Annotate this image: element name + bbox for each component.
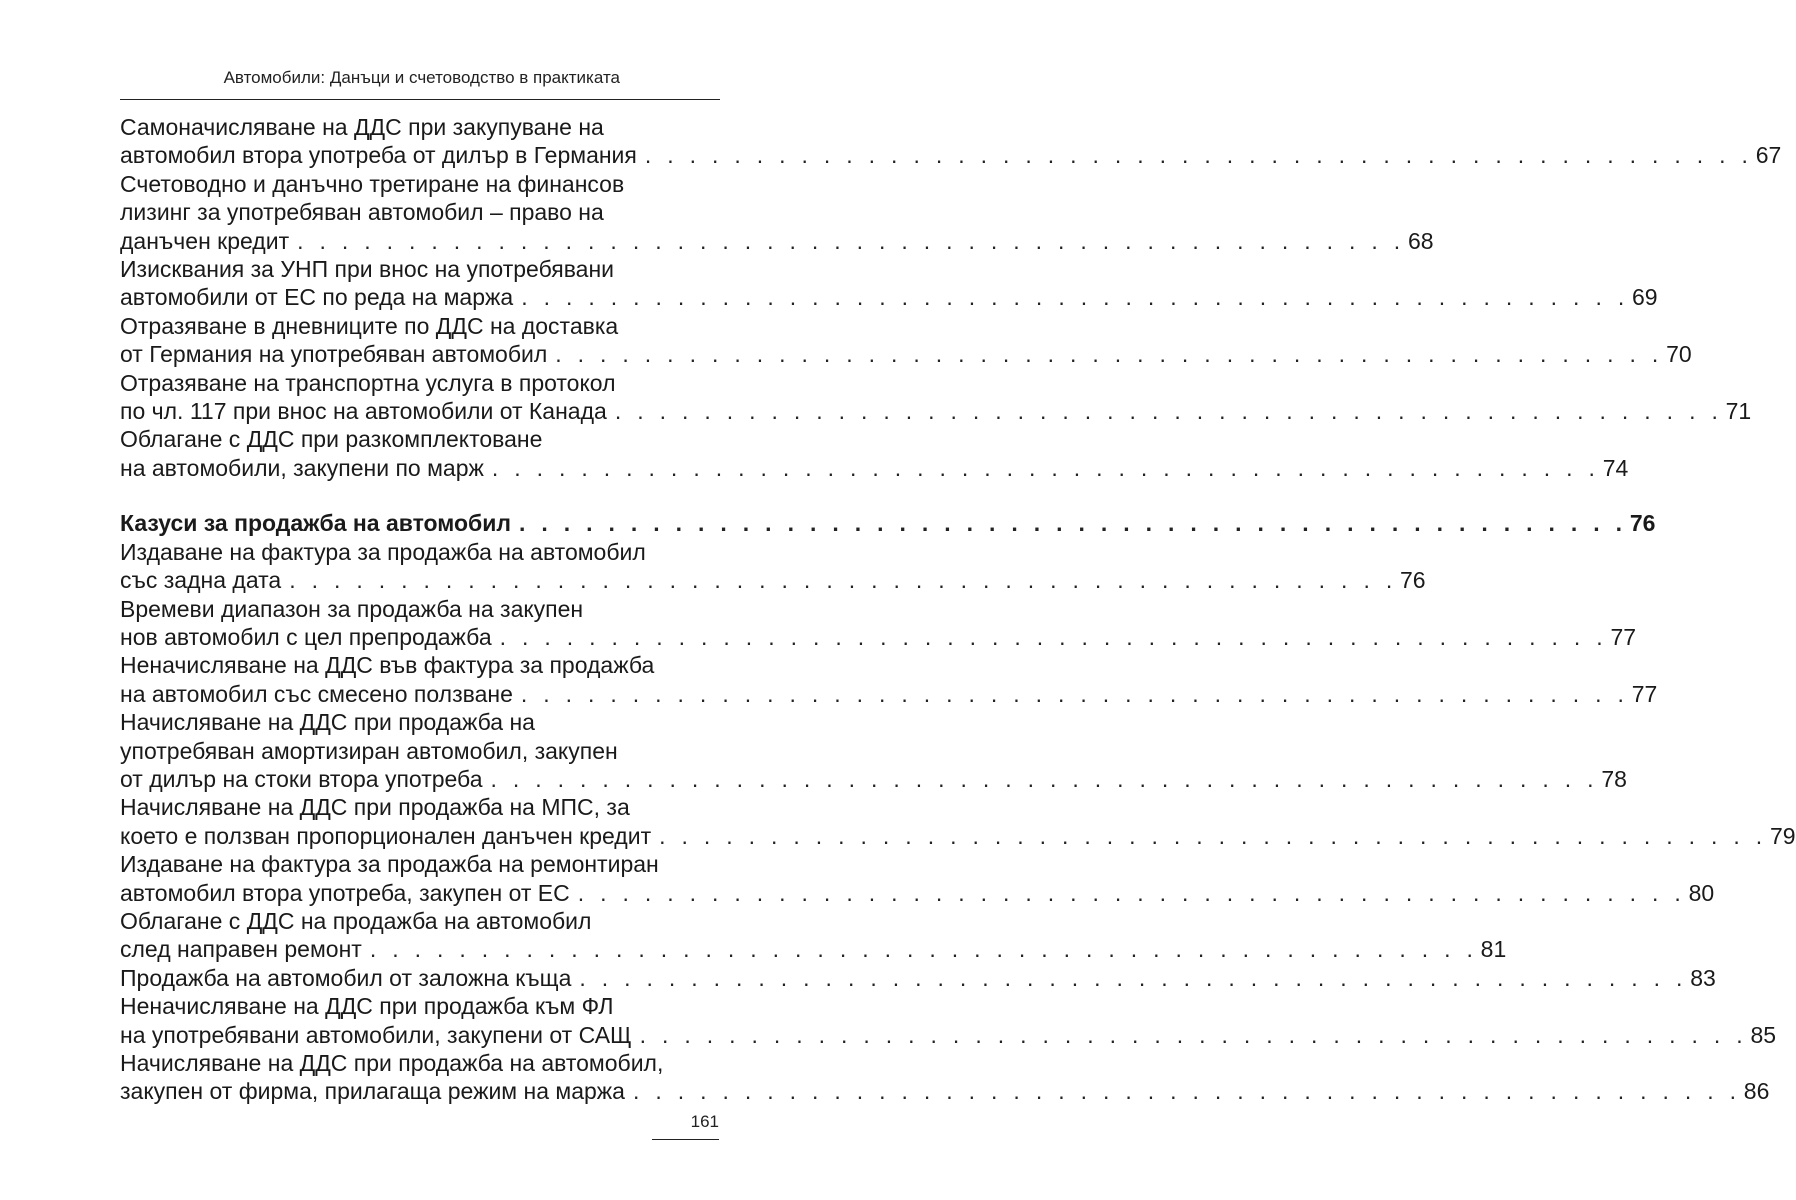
toc-page-number: 85	[1750, 1021, 1777, 1048]
toc-page-number: 79	[1769, 822, 1796, 849]
dot-leader: . . . . . . . . . . . . . . . . . . . . . . . . . . . . . . . . . . . . . . . . . . . . . . . . . .	[579, 964, 1688, 991]
running-header	[120, 0, 720, 100]
toc-entry-line: Издаване на фактура за продажба на автомобил	[120, 538, 646, 565]
dot-leader: . . . . . . . . . . . . . . . . . . . . . . . . . . . . . . . . . . . . . . . . . . . . . . . . . .	[639, 1021, 1748, 1048]
toc-entry-line: употребяван амортизиран автомобил, закупен	[120, 737, 618, 764]
toc-entry-line: Отразяване на транспортна услуга в протокол	[120, 369, 616, 396]
toc-entry	[120, 538, 1426, 595]
dot-leader: . . . . . . . . . . . . . . . . . . . . . . . . . . . . . . . . . . . . . . . . . . . . . . . . . .	[659, 822, 1767, 849]
toc-entry-last-line	[120, 680, 1658, 708]
toc-entry-line: Издаване на фактура за продажба на ремонтиран	[120, 851, 659, 878]
toc-entry-line: Времеви диапазон за продажба на закупен	[120, 595, 584, 622]
toc-entry	[120, 255, 1658, 312]
toc-entry	[120, 850, 1715, 907]
toc-entry-last-line	[120, 964, 1716, 992]
toc-entry-title: данъчен кредит	[120, 227, 290, 254]
dot-leader: . . . . . . . . . . . . . . . . . . . . . . . . . . . . . . . . . . . . . . . . . . . . . . . . . .	[297, 227, 1405, 254]
toc-entry-title: на автомобили, закупени по марж	[120, 454, 484, 481]
toc-entry-title: на автомобил със смесено ползване	[120, 680, 513, 707]
toc-entry-title: по чл. 117 при внос на автомобили от Канада	[120, 398, 607, 425]
toc-entry	[120, 651, 1658, 708]
toc-page-number: 83	[1690, 964, 1716, 991]
toc-entry-line: Самоначисляване на ДДС при закупуване на	[120, 114, 604, 140]
toc-entry	[120, 170, 1434, 255]
header-title: Автомобили: Данъци и счетоводство в практиката	[223, 68, 620, 87]
toc-entry-last-line	[120, 340, 1692, 368]
toc-page-number: 86	[1743, 1078, 1770, 1105]
toc-entry-last-line	[120, 822, 1796, 850]
dot-leader: . . . . . . . . . . . . . . . . . . . . . . . . . . . . . . . . . . . . . . . . . . . . . . . . . .	[490, 765, 1599, 792]
toc-page-number: 81	[1480, 936, 1507, 963]
toc-page-number: 76	[1629, 510, 1656, 537]
toc-entry-title: автомобили от ЕС по реда на маржа	[120, 284, 514, 311]
toc-entry-last-line	[120, 935, 1507, 963]
toc-entry-title: закупен от фирма, прилагаща режим на маржа	[120, 1078, 625, 1105]
toc-section-heading	[120, 509, 1656, 537]
toc-entry	[120, 992, 1777, 1049]
toc-entry	[120, 708, 1627, 793]
toc-page-number: 71	[1725, 398, 1752, 425]
footer-rule	[652, 1139, 719, 1140]
toc-entry-last-line	[120, 283, 1658, 311]
dot-leader: . . . . . . . . . . . . . . . . . . . . . . . . . . . . . . . . . . . . . . . . . . . . . . . . . .	[519, 510, 1627, 537]
dot-leader: . . . . . . . . . . . . . . . . . . . . . . . . . . . . . . . . . . . . . . . . . . . . . . . . . .	[577, 879, 1686, 906]
toc-entry-title: на употребявани автомобили, закупени от САЩ	[120, 1021, 632, 1048]
toc-entry-last-line	[120, 1021, 1777, 1049]
toc-page-number: 74	[1602, 454, 1629, 481]
toc-entry-last-line	[120, 141, 1782, 169]
toc-entry-title: от дилър на стоки втора употреба	[120, 765, 483, 792]
toc-page-number: 77	[1610, 623, 1637, 650]
toc-page-number: 77	[1631, 680, 1658, 707]
toc-entry	[120, 793, 1796, 850]
toc-entry-title: Казуси за продажба на автомобил	[120, 510, 511, 537]
toc-entry	[120, 113, 1782, 170]
toc-page-number: 68	[1407, 227, 1434, 254]
toc-entry-last-line	[120, 227, 1434, 255]
toc-entry-line: Изисквания за УНП при внос на употребявани	[120, 256, 614, 283]
toc-entry	[120, 369, 1752, 426]
toc-entry-last-line	[120, 765, 1627, 793]
toc-entry-title: със задна дата	[120, 567, 282, 594]
toc-entry-title: след направен ремонт	[120, 936, 362, 963]
toc-page-number: 67	[1755, 142, 1782, 169]
dot-leader: . . . . . . . . . . . . . . . . . . . . . . . . . . . . . . . . . . . . . . . . . . . . . . . . . .	[289, 567, 1398, 594]
page-number: 161	[690, 1112, 719, 1131]
toc-entry-line: Облагане с ДДС на продажба на автомобил	[120, 907, 592, 934]
toc-entry-line: Счетоводно и данъчно третиране на финансов	[120, 170, 625, 197]
toc-entry-line: Начисляване на ДДС при продажба на МПС, за	[120, 794, 630, 821]
toc-entry-line: Неначисляване на ДДС във фактура за продажба	[120, 652, 655, 679]
toc-entry	[120, 907, 1507, 964]
toc-entry-line: Неначисляване на ДДС при продажба към ФЛ	[120, 993, 614, 1020]
toc-entry-line: Начисляване на ДДС при продажба на автомобил,	[120, 1050, 664, 1076]
toc-page-number: 78	[1601, 765, 1627, 792]
toc-page-number: 70	[1666, 341, 1692, 368]
toc-page-number: 76	[1400, 567, 1426, 594]
toc-entry-last-line	[120, 454, 1629, 482]
table-of-contents	[120, 113, 1796, 1106]
dot-leader: . . . . . . . . . . . . . . . . . . . . . . . . . . . . . . . . . . . . . . . . . . . . . . . . . .	[614, 398, 1723, 425]
toc-entry	[120, 595, 1637, 652]
toc-entry-last-line	[120, 623, 1637, 651]
toc-entry	[120, 425, 1629, 482]
dot-leader: . . . . . . . . . . . . . . . . . . . . . . . . . . . . . . . . . . . . . . . . . . . . . . . . . .	[555, 341, 1664, 368]
toc-entry-last-line	[120, 879, 1715, 907]
dot-leader: . . . . . . . . . . . . . . . . . . . . . . . . . . . . . . . . . . . . . . . . . . . . . . . . . .	[520, 680, 1629, 707]
dot-leader: . . . . . . . . . . . . . . . . . . . . . . . . . . . . . . . . . . . . . . . . . . . . . . . . . .	[521, 284, 1630, 311]
dot-leader: . . . . . . . . . . . . . . . . . . . . . . . . . . . . . . . . . . . . . . . . . . . . . . . . . .	[369, 936, 1478, 963]
toc-entry-title: което е ползван пропорционален данъчен кредит	[120, 822, 652, 849]
toc-entry-line: Облагане с ДДС при разкомплектоване	[120, 426, 543, 453]
dot-leader: . . . . . . . . . . . . . . . . . . . . . . . . . . . . . . . . . . . . . . . . . . . . . . . . . .	[491, 454, 1600, 481]
toc-entry-title: от Германия на употребяван автомобил	[120, 341, 548, 368]
toc-entry-last-line	[120, 509, 1656, 537]
toc-entry-title: автомобил втора употреба от дилър в Германия	[120, 142, 637, 169]
toc-entry-last-line	[120, 1077, 1770, 1105]
dot-leader: . . . . . . . . . . . . . . . . . . . . . . . . . . . . . . . . . . . . . . . . . . . . . . . . . .	[644, 142, 1753, 169]
toc-entry-title: нов автомобил с цел препродажба	[120, 623, 492, 650]
toc-entry-line: лизинг за употребяван автомобил – право на	[120, 199, 604, 226]
toc-entry	[120, 1049, 1770, 1106]
toc-entry	[120, 312, 1692, 369]
toc-entry-line: Отразяване в дневниците по ДДС на доставка	[120, 312, 619, 339]
dot-leader: . . . . . . . . . . . . . . . . . . . . . . . . . . . . . . . . . . . . . . . . . . . . . . . . . .	[632, 1078, 1741, 1105]
toc-page-number: 69	[1632, 284, 1658, 311]
toc-entry-title: автомобил втора употреба, закупен от ЕС	[120, 879, 570, 906]
toc-entry-line: Начисляване на ДДС при продажба на	[120, 709, 535, 736]
dot-leader: . . . . . . . . . . . . . . . . . . . . . . . . . . . . . . . . . . . . . . . . . . . . . . . . . .	[499, 623, 1608, 650]
toc-entry-title: Продажба на автомобил от заложна къща	[120, 964, 572, 991]
toc-page-number: 80	[1688, 879, 1715, 906]
toc-entry-last-line	[120, 566, 1426, 594]
toc-entry	[120, 964, 1716, 992]
toc-entry-last-line	[120, 397, 1752, 425]
